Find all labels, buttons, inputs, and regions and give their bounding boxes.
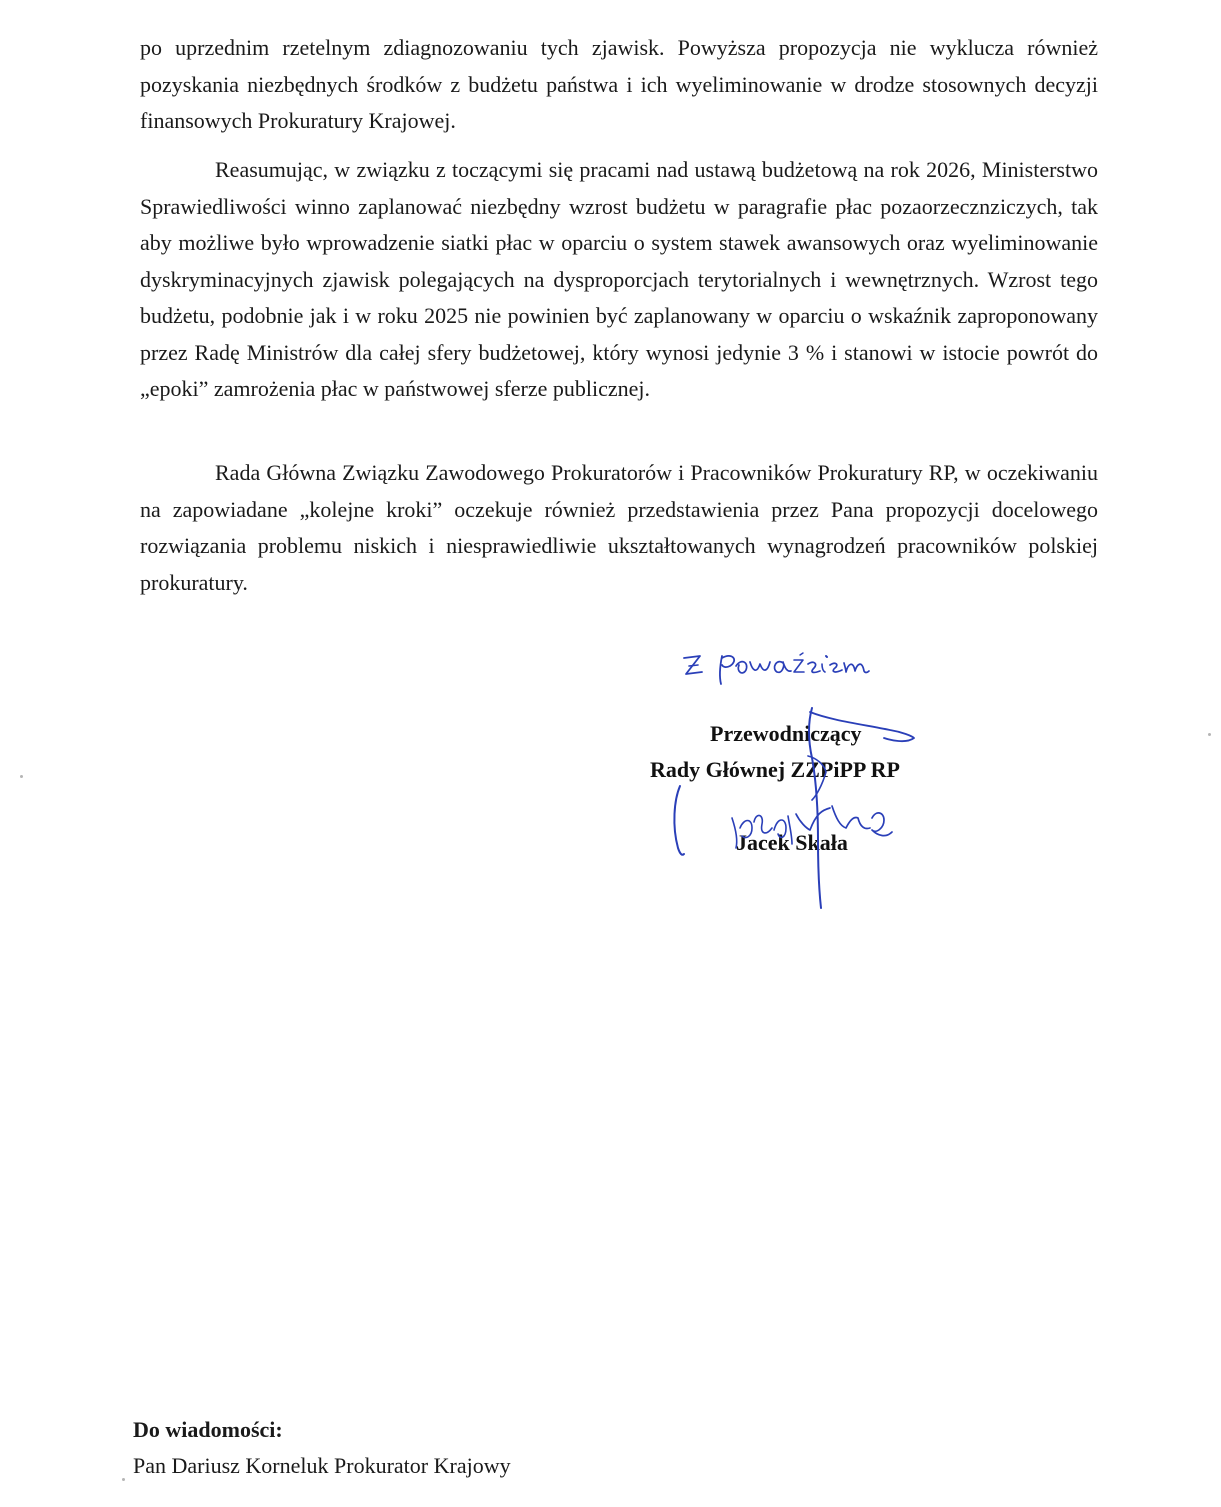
signatory-name: Jacek Skała bbox=[736, 830, 848, 855]
paragraph-request: Rada Główna Związku Zawodowego Prokuratorów i Pracowników Prokuratury RP, w oczekiwaniu na zapowiadane „kolejne kroki” oczekuje również przedstawienia przez Pana propozycji docelowego rozwiązania problemu niskich i niesprawiedliwie ukształtowanych wynagrodzeń pracowników polskiej prokuratury. bbox=[140, 460, 1098, 595]
copy-recipients bbox=[133, 1412, 511, 1484]
signature-block bbox=[640, 640, 970, 940]
scan-speck bbox=[20, 775, 23, 778]
signatory-organization: Rady Głównej ZZPiPP RP bbox=[650, 757, 900, 782]
handwritten-signature bbox=[640, 640, 970, 940]
cc-heading: Do wiadomości: bbox=[133, 1417, 283, 1442]
scan-speck bbox=[122, 1478, 125, 1481]
scan-speck bbox=[1208, 733, 1211, 736]
cc-recipient: Pan Dariusz Korneluk Prokurator Krajowy bbox=[133, 1453, 511, 1478]
paragraph-continuation: po uprzednim rzetelnym zdiagnozowaniu tych zjawisk. Powyższa propozycja nie wyklucza również pozyskania niezbędnych środków z budżetu państwa i ich wyeliminowanie w drodze stosownych decyzji finansowych Prokuratury Krajowej. bbox=[140, 35, 1098, 133]
paragraph-summary: Reasumując, w związku z toczącymi się pracami nad ustawą budżetową na rok 2026, Ministerstwo Sprawiedliwości winno zaplanować niezbędny wzrost budżetu w paragrafie płac pozaorzecznziczych, tak aby możliwe było wprowadzenie siatki płac w oparciu o system stawek awansowych oraz wyeliminowanie dyskryminacyjnych zjawisk polegających na dysproporcjach terytorialnych i wewnętrznych. Wzrost tego budżetu, podobnie jak i w roku 2025 nie powinien być zaplanowany w oparciu o wskaźnik zaproponowany przez Radę Ministrów dla całej sfery budżetowej, który wynosi jedynie 3 % i stanowi w istocie powrót do „epoki” zamrożenia płac w państwowej sferze publicznej. bbox=[140, 157, 1098, 401]
signatory-title: Przewodniczący bbox=[710, 721, 862, 746]
